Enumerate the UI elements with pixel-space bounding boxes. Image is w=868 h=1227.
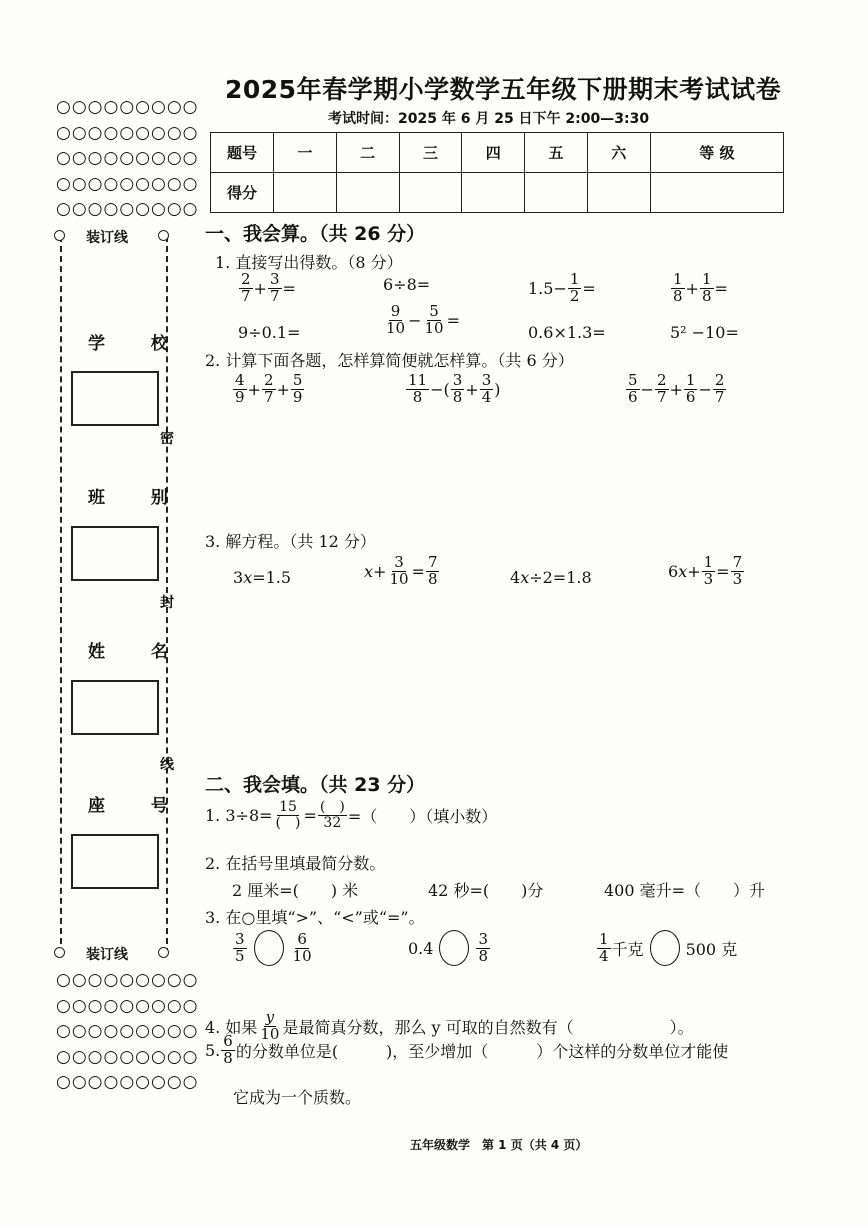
binding-dot bbox=[54, 230, 65, 241]
s1-q1-item-f: $\frac{9}{10}$ − $\frac{5}{10}$ = bbox=[386, 302, 460, 337]
score-table-score-row bbox=[211, 173, 784, 213]
s1-q1-item-a: $\frac{2}{7}$ + $\frac{3}{7}$ = bbox=[241, 270, 296, 305]
class-label: 班 别 bbox=[88, 488, 188, 508]
school-field[interactable] bbox=[71, 371, 159, 426]
s2-q3-compare-3: $\frac{1}{4}$ 千克 500 克 bbox=[599, 929, 738, 965]
circle-row: ○○○○○○○○○ bbox=[56, 995, 199, 1016]
table-cell: 得分 bbox=[211, 173, 274, 213]
s1-q1-item-d: $\frac{1}{8}$ + $\frac{1}{8}$ = bbox=[673, 270, 728, 305]
page-title: 2025年春学期小学数学五年级下册期末考试试卷 bbox=[225, 75, 782, 104]
s1-q1-item-b: 6÷8= bbox=[383, 275, 431, 294]
s1-q2-expr-1: $\frac{4}{9}$ + $\frac{2}{7}$ + $\frac{5}{9}$ bbox=[235, 371, 303, 406]
score-cell[interactable] bbox=[399, 173, 462, 213]
table-cell: 等 级 bbox=[650, 133, 783, 173]
binding-dot bbox=[54, 947, 65, 958]
score-cell[interactable] bbox=[336, 173, 399, 213]
s2-q2-item-3: 400 毫升=（ ）升 bbox=[604, 881, 766, 900]
s2-q3-compare-2: 0.4 $\frac{3}{8}$ bbox=[408, 929, 488, 965]
seal-char-xian: 线 bbox=[160, 757, 174, 773]
table-cell: 六 bbox=[587, 133, 650, 173]
s1-q1-item-e: 9÷0.1= bbox=[238, 323, 301, 342]
s2-q2-item-1: 2 厘米=( ) 米 bbox=[232, 881, 359, 900]
table-cell: 五 bbox=[525, 133, 588, 173]
answer-circle[interactable] bbox=[254, 930, 284, 966]
s1-q3-eq-4: 6 x + $\frac{1}{3}$ = $\frac{7}{3}$ bbox=[668, 553, 743, 588]
circle-grid-bottom bbox=[56, 968, 199, 1096]
school-label: 学 校 bbox=[88, 334, 188, 354]
score-cell[interactable] bbox=[525, 173, 588, 213]
score-table bbox=[210, 132, 784, 213]
score-cell[interactable] bbox=[462, 173, 525, 213]
s1-q3-eq-1: 3 x =1.5 bbox=[233, 568, 292, 587]
section-1-title: 一、我会算。（共 26 分） bbox=[205, 223, 426, 245]
table-cell: 三 bbox=[399, 133, 462, 173]
circle-row: ○○○○○○○○○ bbox=[56, 199, 199, 219]
binding-dot bbox=[158, 230, 169, 241]
s2-q4: 4. 如果 $\frac{y}{10}$ 是最简真分数，那么 y 可取的自然数有（ ）。 bbox=[205, 1008, 694, 1043]
s1-q2-prompt: 2. 计算下面各题，怎样算简便就怎样算。（共 6 分） bbox=[205, 351, 574, 370]
score-cell[interactable] bbox=[650, 173, 783, 213]
table-cell: 二 bbox=[336, 133, 399, 173]
s1-q2-expr-2: $\frac{11}{8}$ −( $\frac{3}{8}$ + $\frac{3}{4}$ ) bbox=[408, 371, 501, 406]
circle-row: ○○○○○○○○○ bbox=[56, 122, 199, 143]
section-2-title: 二、我会填。（共 23 分） bbox=[205, 774, 426, 796]
s2-q3-compare-1: $\frac{3}{5}$ $\frac{6}{10}$ bbox=[235, 929, 312, 965]
s2-q1: 1. 3÷8= $\frac{15}{( )}$ = $\frac{( )}{32}$ =（ ）（填小数） bbox=[205, 799, 498, 831]
s1-q3-eq-3: 4 x ÷2=1.8 bbox=[510, 568, 592, 587]
circle-row: ○○○○○○○○○ bbox=[56, 173, 199, 194]
s1-q1-prompt: 1. 直接写出得数。（8 分） bbox=[215, 253, 403, 272]
name-field[interactable] bbox=[71, 680, 159, 735]
table-cell: 一 bbox=[274, 133, 337, 173]
s1-q2-expr-3: $\frac{5}{6}$ − $\frac{2}{7}$ + $\frac{1}{6}$ − $\frac{2}{7}$ bbox=[628, 371, 725, 406]
s2-q5: 5. $\frac{6}{8}$ 的分数单位是( )，至少增加（ ）个这样的分数单位才能使 bbox=[205, 1032, 729, 1067]
name-label: 姓 名 bbox=[88, 642, 188, 662]
s2-q3-prompt: 3. 在○里填“>”、“<”或“=”。 bbox=[205, 908, 425, 927]
circle-row: ○○○○○○○○○ bbox=[56, 1021, 199, 1041]
s2-q2-prompt: 2. 在括号里填最简分数。 bbox=[205, 854, 386, 873]
page-footer: 五年级数学 第 1 页（共 4 页） bbox=[410, 1138, 588, 1152]
score-cell[interactable] bbox=[274, 173, 337, 213]
seat-label: 座 号 bbox=[88, 796, 188, 816]
binding-label-bottom: 装订线 bbox=[86, 944, 128, 964]
binding-label-top: 装订线 bbox=[86, 227, 128, 247]
circle-row: ○○○○○○○○○ bbox=[56, 148, 199, 168]
score-cell[interactable] bbox=[587, 173, 650, 213]
s1-q1-item-c: 1.5− $\frac{1}{2}$ = bbox=[528, 270, 596, 305]
answer-circle[interactable] bbox=[650, 930, 680, 966]
s1-q3-prompt: 3. 解方程。（共 12 分） bbox=[205, 532, 376, 551]
table-cell: 题号 bbox=[211, 133, 274, 173]
circle-row: ○○○○○○○○○ bbox=[56, 97, 199, 117]
binding-dot bbox=[158, 947, 169, 958]
table-cell: 四 bbox=[462, 133, 525, 173]
s1-q3-eq-2: x + $\frac{3}{10}$ = $\frac{7}{8}$ bbox=[364, 553, 438, 588]
circle-grid-top bbox=[56, 95, 199, 223]
seal-char-feng: 封 bbox=[160, 595, 174, 611]
circle-row: ○○○○○○○○○ bbox=[56, 1072, 199, 1092]
circle-row: ○○○○○○○○○ bbox=[56, 970, 199, 990]
s2-q5-line2: 它成为一个质数。 bbox=[233, 1088, 362, 1107]
s1-q1-item-g: 0.6×1.3= bbox=[528, 323, 606, 342]
s2-q2-item-2: 42 秒=( )分 bbox=[428, 881, 544, 900]
seal-char-mi: 密 bbox=[160, 431, 174, 447]
answer-circle[interactable] bbox=[439, 930, 469, 966]
circle-row: ○○○○○○○○○ bbox=[56, 1046, 199, 1067]
exam-time: 考试时间：2025 年 6 月 25 日下午 2:00—3:30 bbox=[328, 111, 650, 127]
s1-q1-item-h: 5² −10= bbox=[670, 323, 739, 342]
class-field[interactable] bbox=[71, 526, 159, 581]
seat-field[interactable] bbox=[71, 834, 159, 889]
score-table-header-row bbox=[211, 133, 784, 173]
